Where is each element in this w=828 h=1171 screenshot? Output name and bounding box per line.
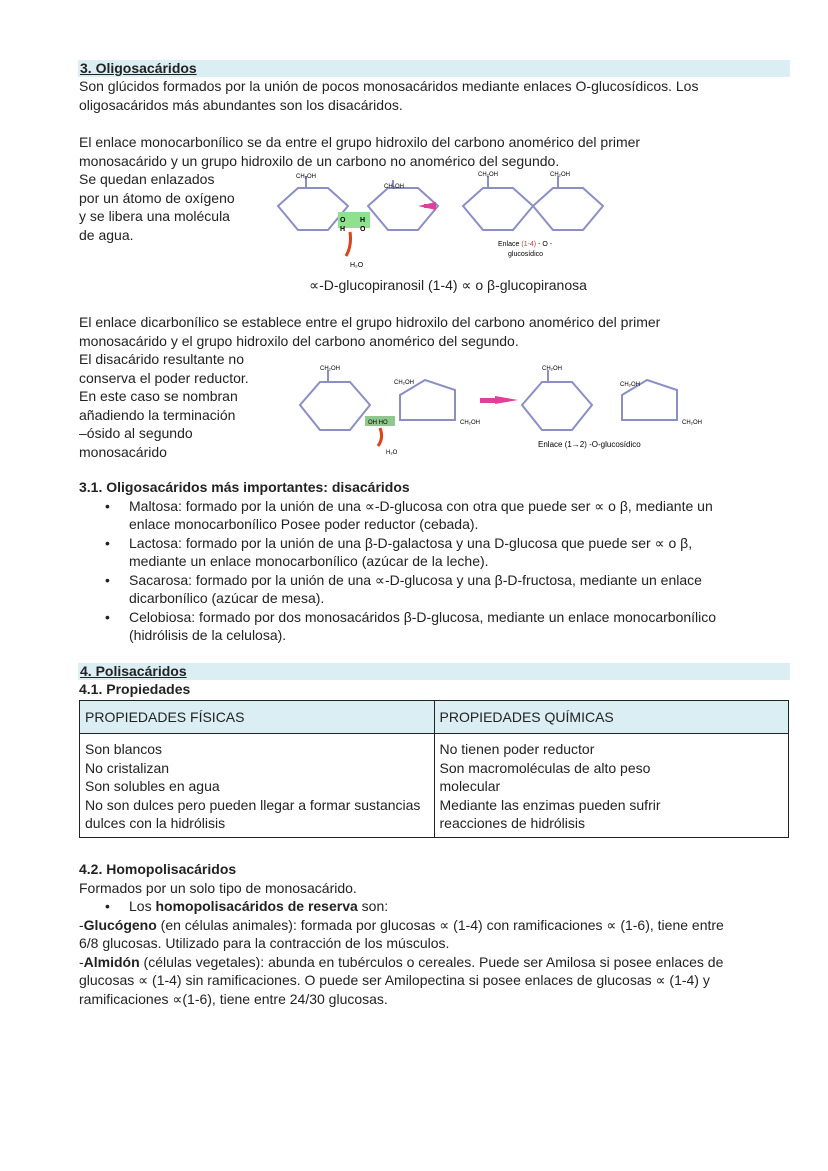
- subsection-heading: 3.1. Oligosacáridos más importantes: disacáridos: [79, 479, 410, 495]
- starch-line: -Almidón (células vegetales): abunda en tubérculos o cereales. Puede ser Amilosa si posee enlaces de: [79, 953, 724, 970]
- table-cell: Son blancos No cristalizan Son solubles en agua No son dulces pero pueden llegar a formar sustancias dulces con la hidrólisis: [80, 734, 435, 838]
- list-item: • Sacarosa: formado por la unión de una ∝-D-glucosa y una β-D-fructosa, mediante un enlace dicarbonílico (azúcar de mesa).: [79, 571, 716, 608]
- list-item: • Lactosa: formado por la unión de una β-D-galactosa y una D-glucosa que puede ser ∝ o β, mediante un enlace monocarbonílico (azúcar de la leche).: [79, 534, 716, 571]
- text-line: ramificaciones ∝(1-6), tiene entre 24/30 glucosas.: [79, 990, 388, 1007]
- text-line: oligosacáridos más abundantes son los disacáridos.: [79, 96, 403, 113]
- water-label: H₂O: [350, 262, 364, 269]
- ch2oh-label: CH₂OH: [320, 366, 340, 372]
- h-label: H: [360, 217, 366, 224]
- o-label: O: [360, 226, 366, 233]
- text-line: monosacárido y el grupo hidroxilo del carbono anomérico del segundo.: [79, 332, 519, 349]
- ch2oh-label: CH₂OH: [682, 420, 702, 426]
- h-label: H: [340, 226, 346, 233]
- text-line: de agua.: [79, 226, 134, 243]
- ch2oh-label: CH₂OH: [550, 172, 570, 178]
- disaccharide-list: [79, 497, 716, 645]
- bond-label: Enlace (1-4) - O -: [498, 241, 553, 248]
- table-header-row: [80, 701, 789, 734]
- list-item: • Maltosa: formado por la unión de una ∝-D-glucosa con otra que puede ser ∝ o β, mediante un enlace monocarbonílico Posee poder reductor (cebada).: [79, 497, 716, 534]
- text-line: En este caso se nombran: [79, 388, 238, 404]
- intro-paragraph: [79, 77, 698, 114]
- text-line: Son glúcidos formados por la unión de pocos monosacáridos mediante enlaces O-glucosídicos. Los: [79, 78, 699, 94]
- homopolysaccharides-section: [79, 860, 724, 1008]
- list-item: • Celobiosa: formado por dos monosacáridos β-D-glucosa, mediante un enlace monocarbonílico (hidrólisis de la celulosa).: [79, 608, 716, 645]
- text-line: Se quedan enlazados: [79, 171, 215, 187]
- ch2oh-label: CH₂OH: [460, 420, 480, 426]
- text-line: Formados por un solo tipo de monosacárido.: [79, 879, 357, 896]
- ch2oh-label: CH₂OH: [296, 174, 316, 180]
- ch2oh-label: CH₂OH: [542, 366, 562, 372]
- text-line: El enlace dicarbonílico se establece entre el grupo hidroxilo del carbono anomérico del primer: [79, 314, 661, 330]
- monocarbonyl-bond-diagram: [268, 168, 628, 274]
- subsection-heading: 4.2. Homopolisacáridos: [79, 861, 237, 877]
- ch2oh-label: CH₂OH: [384, 184, 404, 190]
- glycogen-line: -Glucógeno (en células animales): formada por glucosas ∝ (1-4) con ramificaciones ∝ (1-6), tiene entre: [79, 916, 724, 933]
- text-line: El enlace monocarbonílico se da entre el grupo hidroxilo del carbono anomérico del primer: [79, 134, 641, 150]
- bond-label: Enlace (1→2) -O-glucosídico: [538, 440, 641, 449]
- text-line: monosacárido: [79, 443, 167, 460]
- text-line: y se libera una molécula: [79, 208, 230, 224]
- figure-caption: ∝-D-glucopiranosil (1-4) ∝ o β-glucopiranosa: [309, 277, 587, 293]
- table-header: PROPIEDADES FÍSICAS: [80, 701, 435, 734]
- ch2oh-label: CH₂OH: [478, 172, 498, 178]
- disaccharides-section: [79, 478, 716, 645]
- dicarbonyl-bond-diagram: [290, 360, 790, 460]
- text-line: conserva el poder reductor.: [79, 369, 249, 386]
- section-4-heading: 4. Polisacáridos: [80, 663, 187, 679]
- section-3-heading: 3. Oligosacáridos: [80, 60, 197, 76]
- list-item: • Los homopolisacáridos de reserva son:: [79, 897, 724, 916]
- text-line: El disacárido resultante no: [79, 351, 244, 367]
- o-label: O: [340, 217, 346, 224]
- subsection-heading: 4.1. Propiedades: [79, 681, 191, 697]
- text-line: –ósido al segundo: [79, 425, 193, 441]
- properties-table: [79, 700, 789, 838]
- text-line: monosacárido y un grupo hidroxilo de un carbono no anomérico del segundo.: [79, 152, 560, 169]
- bond-label: glucosídico: [508, 251, 544, 258]
- text-line: glucosas ∝ (1-4) sin ramificaciones. O puede ser Amilopectina si posee enlaces de glucosas ∝ (1-4) y: [79, 972, 710, 988]
- text-line: por un átomo de oxígeno: [79, 189, 235, 206]
- water-label: H₂O: [386, 450, 398, 456]
- ch2oh-label: CH₂OH: [394, 380, 414, 386]
- ohho-label: OH HO: [368, 420, 388, 426]
- ch2oh-label: CH₂OH: [620, 382, 640, 388]
- text-line: añadiendo la terminación: [79, 406, 236, 423]
- text-line: 6/8 glucosas. Utilizado para la contracción de los músculos.: [79, 935, 450, 951]
- table-header: PROPIEDADES QUÍMICAS: [434, 701, 789, 734]
- table-cell: No tienen poder reductor Son macromoléculas de alto peso molecular Mediante las enzimas pueden sufrir reacciones de hidrólisis: [434, 734, 789, 838]
- table-row: [80, 734, 789, 838]
